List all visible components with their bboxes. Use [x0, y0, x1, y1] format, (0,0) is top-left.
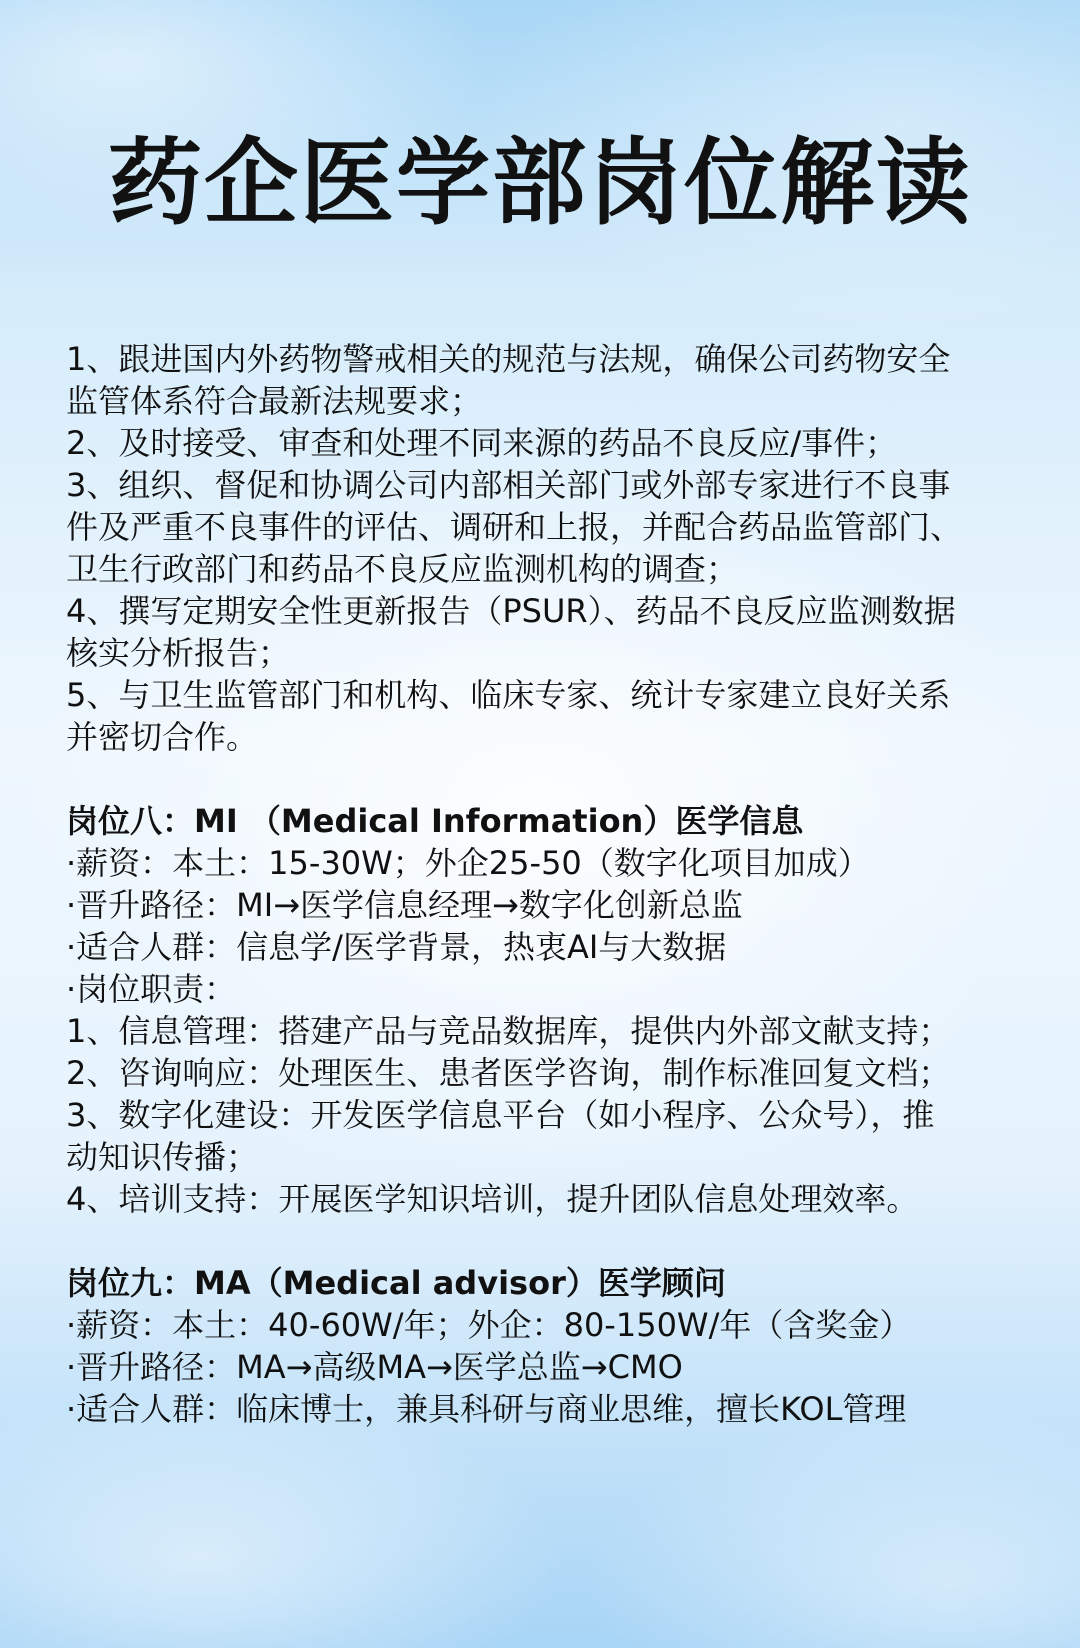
- mi-line: ·岗位职责：: [66, 970, 237, 1008]
- intro-line: 并密切合作。: [66, 718, 259, 756]
- mi-line: 2、咨询响应：处理医生、患者医学咨询，制作标准回复文档；: [66, 1054, 951, 1092]
- intro-line: 监管体系符合最新法规要求；: [66, 382, 483, 420]
- intro-line: 2、及时接受、审查和处理不同来源的药品不良反应/事件；: [66, 424, 898, 462]
- ma-line: ·薪资：本土：40-60W/年；外企：80-150W/年（含奖金）: [66, 1306, 912, 1344]
- mi-line: ·薪资：本土：15-30W；外企25-50（数字化项目加成）: [66, 844, 870, 882]
- mi-heading: 岗位八：MI （Medical Information）医学信息: [66, 802, 804, 840]
- intro-line: 5、与卫生监管部门和机构、临床专家、统计专家建立良好关系: [66, 676, 951, 714]
- ma-heading: 岗位九：MA（Medical advisor）医学顾问: [66, 1264, 726, 1302]
- intro-line: 核实分析报告；: [66, 634, 291, 672]
- mi-line: ·适合人群：信息学/医学背景，热衷AI与大数据: [66, 928, 727, 966]
- intro-line: 1、跟进国内外药物警戒相关的规范与法规，确保公司药物安全: [66, 340, 951, 378]
- ma-line: ·适合人群：临床博士，兼具科研与商业思维，擅长KOL管理: [66, 1390, 907, 1428]
- intro-line: 4、撰写定期安全性更新报告（PSUR）、药品不良反应监测数据: [66, 592, 956, 630]
- content-body: [66, 338, 1046, 1430]
- intro-line: 件及严重不良事件的评估、调研和上报，并配合药品监管部门、: [66, 508, 963, 546]
- ma-section: [66, 1262, 1046, 1430]
- intro-line: 3、组织、督促和协调公司内部相关部门或外部专家进行不良事: [66, 466, 951, 504]
- mi-section: [66, 800, 1046, 1220]
- intro-section: [66, 338, 1046, 758]
- page-title: 药企医学部岗位解读: [107, 129, 972, 238]
- intro-line: 卫生行政部门和药品不良反应监测机构的调查；: [66, 550, 739, 588]
- mi-line: ·晋升路径：MI→医学信息经理→数字化创新总监: [66, 886, 743, 924]
- mi-line: 3、数字化建设：开发医学信息平台（如小程序、公众号），推: [66, 1096, 935, 1134]
- ma-line: ·晋升路径：MA→高级MA→医学总监→CMO: [66, 1348, 683, 1386]
- mi-line: 4、培训支持：开展医学知识培训，提升团队信息处理效率。: [66, 1180, 919, 1218]
- mi-line: 1、信息管理：搭建产品与竞品数据库，提供内外部文献支持；: [66, 1012, 951, 1050]
- section-spacer: [66, 1220, 1046, 1262]
- section-spacer: [66, 758, 1046, 800]
- mi-line: 动知识传播；: [66, 1138, 259, 1176]
